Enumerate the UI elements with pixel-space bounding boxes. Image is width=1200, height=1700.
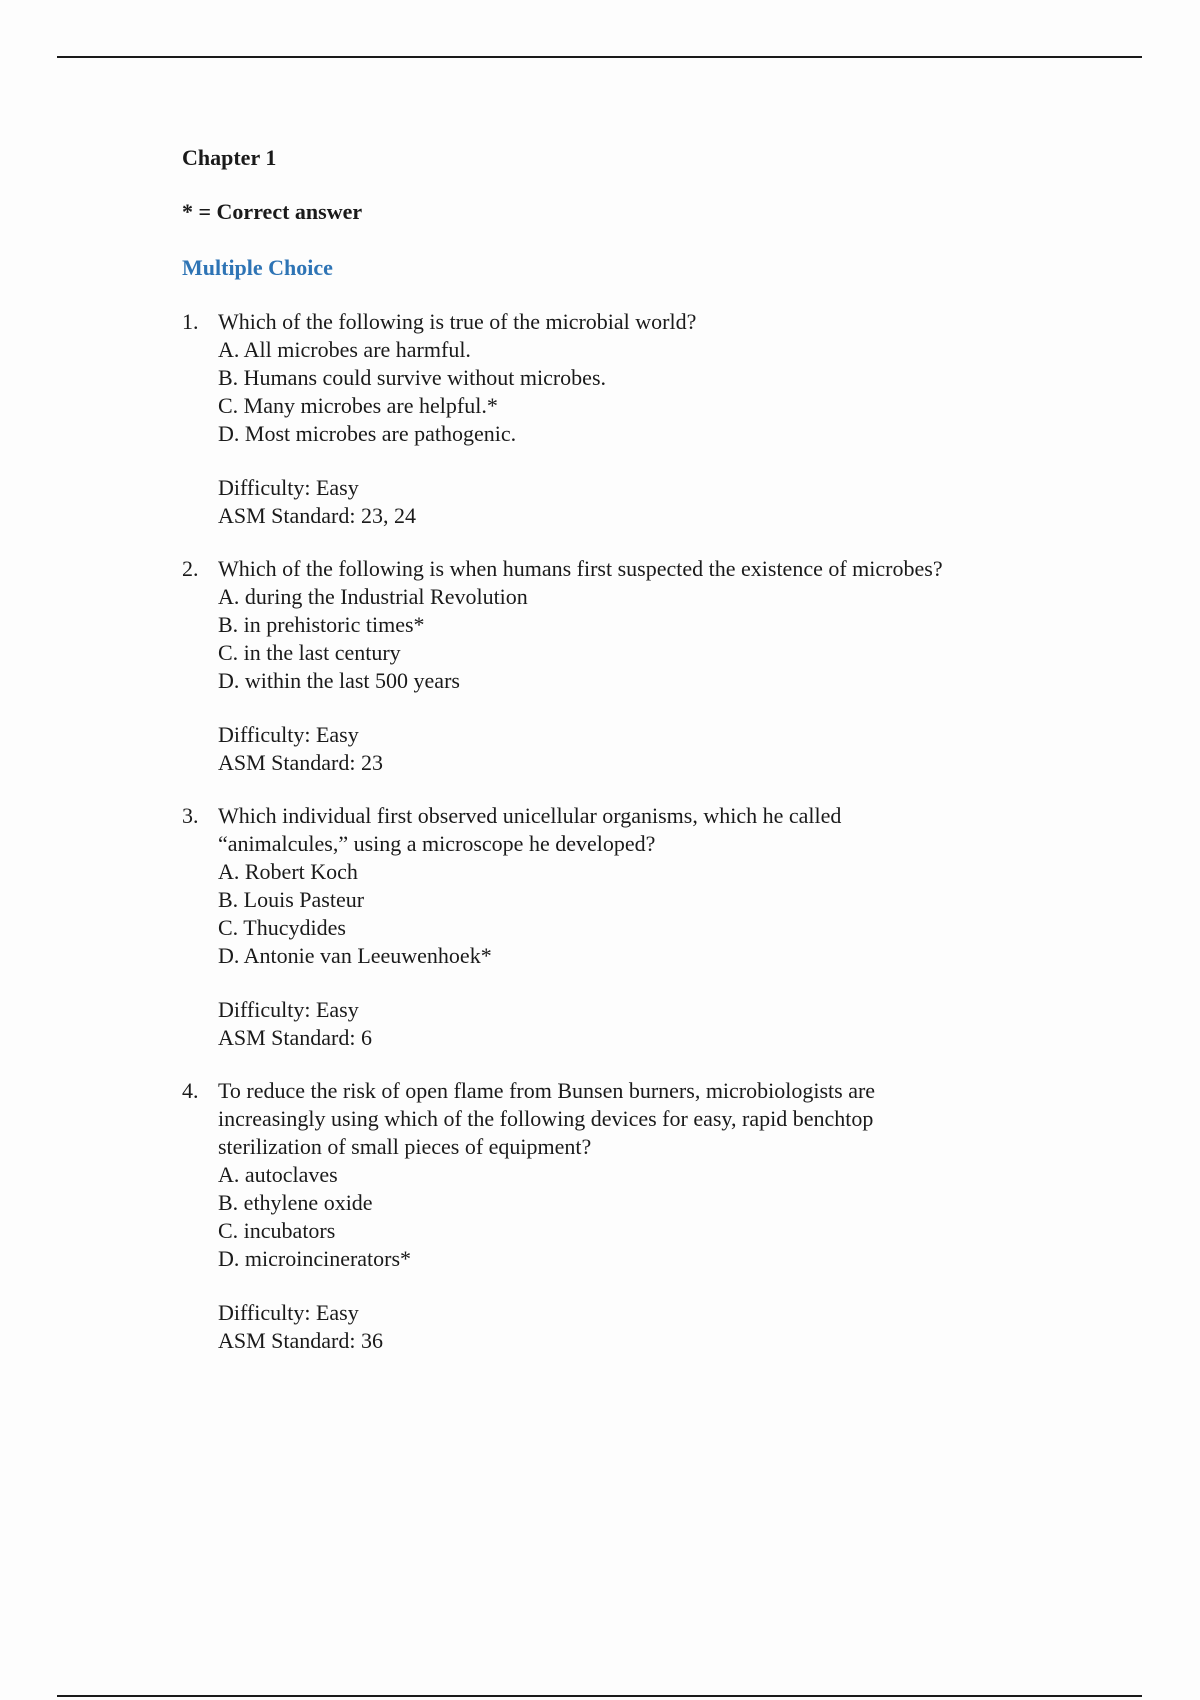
question-text: Which of the following is when humans first suspected the existence of microbes?	[218, 556, 943, 581]
answer-option: B. Louis Pasteur	[218, 887, 365, 912]
question-meta	[218, 996, 1082, 1052]
answer-option: C. incubators	[218, 1218, 336, 1243]
answer-option: B. ethylene oxide	[218, 1190, 373, 1215]
answer-option: D. within the last 500 years	[218, 668, 460, 693]
answer-option: C. in the last century	[218, 640, 401, 665]
answer-option: D. Most microbes are pathogenic.	[218, 421, 517, 446]
section-heading: Multiple Choice	[182, 255, 333, 280]
answer-option: C. Thucydides	[218, 915, 346, 940]
question-text: Which of the following is true of the microbial world?	[218, 309, 697, 334]
answer-option: D. microincinerators*	[218, 1246, 412, 1271]
question-meta	[218, 1299, 1082, 1355]
difficulty-label: Difficulty: Easy	[218, 997, 359, 1022]
asm-standard-label: ASM Standard: 23	[218, 750, 383, 775]
question-number: 3.	[182, 803, 199, 828]
question-number: 1.	[182, 309, 199, 334]
question-item	[182, 1077, 1082, 1355]
answer-option: A. autoclaves	[218, 1162, 338, 1187]
question-number: 4.	[182, 1078, 199, 1103]
chapter-title: Chapter 1	[182, 145, 277, 170]
bottom-rule	[57, 1695, 1142, 1697]
answer-option: B. Humans could survive without microbes.	[218, 365, 607, 390]
answer-option: A. during the Industrial Revolution	[218, 584, 528, 609]
question-item	[182, 802, 1082, 1052]
question-item	[182, 308, 1082, 530]
answer-option: A. Robert Koch	[218, 859, 358, 884]
question-text: Which individual first observed unicellular organisms, which he called “animalcules,” using a microscope he developed?	[218, 803, 842, 856]
answer-option: D. Antonie van Leeuwenhoek*	[218, 943, 492, 968]
asm-standard-label: ASM Standard: 36	[218, 1328, 383, 1353]
asm-standard-label: ASM Standard: 6	[218, 1025, 372, 1050]
question-number: 2.	[182, 556, 199, 581]
question-item	[182, 555, 1082, 777]
difficulty-label: Difficulty: Easy	[218, 722, 359, 747]
question-meta	[218, 721, 1082, 777]
difficulty-label: Difficulty: Easy	[218, 475, 359, 500]
answer-option: C. Many microbes are helpful.*	[218, 393, 498, 418]
top-rule	[57, 56, 1142, 58]
answer-option: B. in prehistoric times*	[218, 612, 425, 637]
asm-standard-label: ASM Standard: 23, 24	[218, 503, 416, 528]
difficulty-label: Difficulty: Easy	[218, 1300, 359, 1325]
answer-legend: * = Correct answer	[182, 199, 363, 224]
question-meta	[218, 474, 1082, 530]
answer-option: A. All microbes are harmful.	[218, 337, 471, 362]
document-body	[182, 144, 1082, 1380]
question-text: To reduce the risk of open flame from Bunsen burners, microbiologists are increasingly using which of the following devices for easy, rapid benchtop sterilization of small pieces of equipment?	[218, 1078, 876, 1159]
